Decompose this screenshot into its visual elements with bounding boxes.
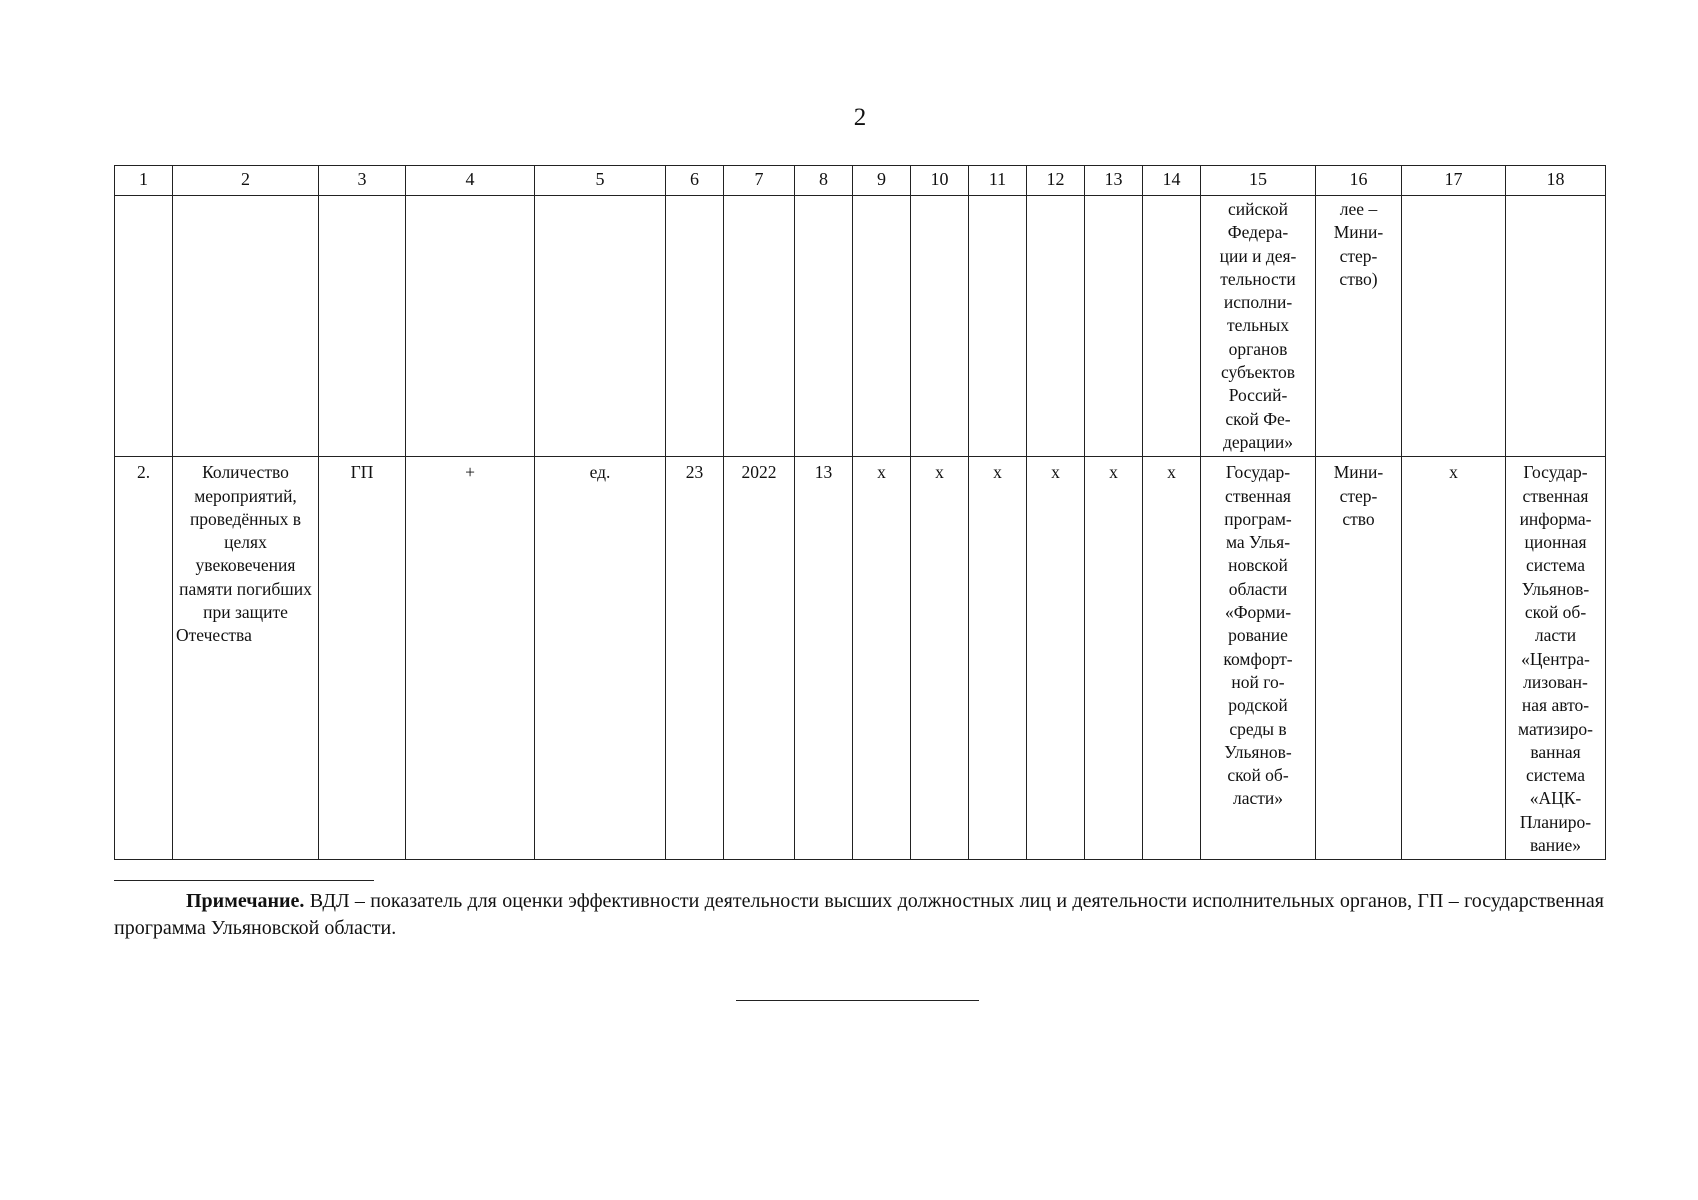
responsible-continued: лее – Мини- стер- ство) (1316, 196, 1402, 457)
table-cell (1402, 196, 1506, 457)
header-cell: 9 (853, 166, 911, 196)
header-cell: 14 (1143, 166, 1201, 196)
note-text: ВДЛ – показатель для оценки эффективности деятельности высших должностных лиц и деятельности исполнительных органов, ГП – государственная программа Ульяновской области. (114, 890, 1604, 939)
header-cell: 12 (1027, 166, 1085, 196)
table-cell (1085, 196, 1143, 457)
base-value: 23 (666, 457, 724, 860)
table-cell (1027, 196, 1085, 457)
indicator-name: Количество мероприятий, проведённых в целях увековечения памяти погибших при защите Отечества (173, 457, 319, 860)
header-cell: 13 (1085, 166, 1143, 196)
program-name: Государ- ственная програм- ма Улья- новской области «Форми- рование комфорт- ной го- родской среды в Ульянов- ской об- ласти» (1201, 457, 1316, 860)
table-cell (115, 196, 173, 457)
header-cell: 10 (911, 166, 969, 196)
table-cell (1506, 196, 1606, 457)
value-col-13: х (1085, 457, 1143, 860)
note-label: Примечание. (186, 890, 305, 912)
note (114, 888, 1604, 942)
header-cell: 18 (1506, 166, 1606, 196)
table-cell (853, 196, 911, 457)
page-number: 2 (853, 104, 867, 131)
table-cell (1143, 196, 1201, 457)
table-cell (406, 196, 535, 457)
header-cell: 5 (535, 166, 666, 196)
header-cell: 17 (1402, 166, 1506, 196)
header-cell: 6 (666, 166, 724, 196)
header-row (115, 166, 1606, 196)
header-cell: 4 (406, 166, 535, 196)
header-cell: 8 (795, 166, 853, 196)
base-year: 2022 (724, 457, 795, 860)
indicators-table (114, 165, 1606, 860)
unit: ед. (535, 457, 666, 860)
header-cell: 15 (1201, 166, 1316, 196)
indicator-direction: + (406, 457, 535, 860)
continuation-row (115, 196, 1606, 457)
table-cell (666, 196, 724, 457)
value-col-8: 13 (795, 457, 853, 860)
value-col-12: х (1027, 457, 1085, 860)
header-cell: 2 (173, 166, 319, 196)
footnote-rule (114, 880, 374, 881)
header-cell: 3 (319, 166, 406, 196)
value-col-17: х (1402, 457, 1506, 860)
table-cell (969, 196, 1027, 457)
responsible: Мини- стер- ство (1316, 457, 1402, 860)
row-number: 2. (115, 457, 173, 860)
value-col-10: х (911, 457, 969, 860)
end-rule (736, 1000, 979, 1001)
program-name-continued: сийской Федера- ции и дея- тельности исполни- тельных органов субъектов Россий- ской Фе- дерации» (1201, 196, 1316, 457)
header-cell: 11 (969, 166, 1027, 196)
table-row (115, 457, 1606, 860)
indicator-type: ГП (319, 457, 406, 860)
table-cell (911, 196, 969, 457)
table-cell (795, 196, 853, 457)
table-cell (173, 196, 319, 457)
value-col-14: х (1143, 457, 1201, 860)
header-cell: 7 (724, 166, 795, 196)
table-cell (535, 196, 666, 457)
value-col-11: х (969, 457, 1027, 860)
information-system: Государ- ственная информа- ционная система Ульянов- ской об- ласти «Центра- лизован- ная авто- матизиро- ванная система «АЦК- Планиро- вание» (1506, 457, 1606, 860)
header-cell: 16 (1316, 166, 1402, 196)
header-cell: 1 (115, 166, 173, 196)
value-col-9: х (853, 457, 911, 860)
table-cell (319, 196, 406, 457)
table-cell (724, 196, 795, 457)
